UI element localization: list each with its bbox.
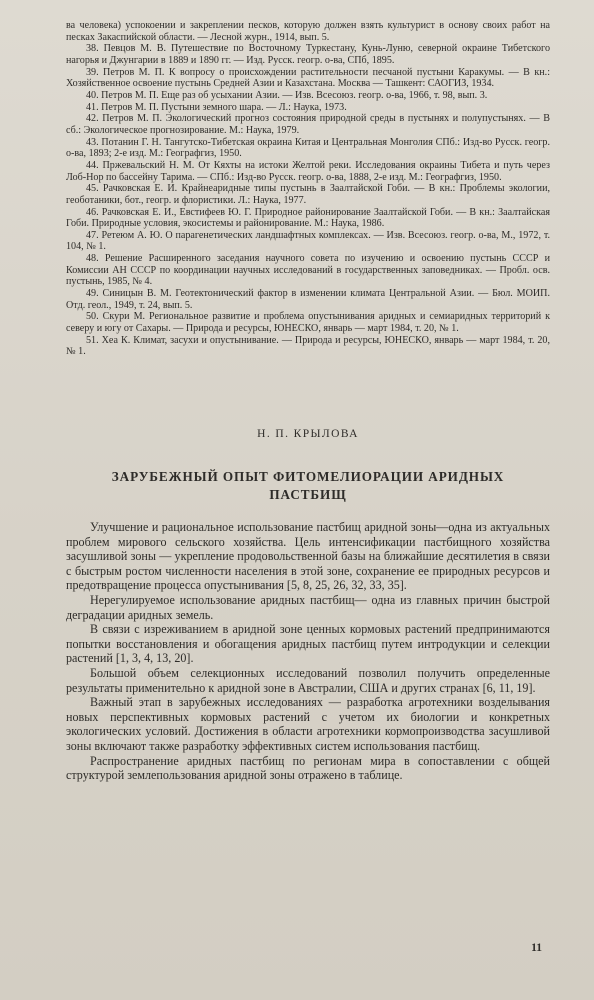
article-body [66, 520, 550, 783]
reference-item: 51. Хеа К. Климат, засухи и опустынивание. — Природа и ресурсы, ЮНЕСКО, январь — март 1984, т. 20, № 1. [66, 334, 550, 358]
body-paragraph: Важный этап в зарубежных исследованиях — разработка агротехники возделывания новых перспективных кормовых растений с учетом их биологии и конкретных экологических условий. Достижения в области агротехники кормопроизводства засушливой зоны включают также разработку эффективных систем использования пастбищ. [66, 695, 550, 753]
reference-item: 40. Петров М. П. Еще раз об усыхании Азии. — Изв. Всесоюз. геогр. о-ва, 1966, т. 98, вып. 3. [86, 89, 488, 101]
body-paragraph: Нерегулируемое использование аридных пастбищ— одна из главных причин быстрой деградации аридных земель. [66, 593, 550, 622]
reference-item: 45. Рачковская Е. И. Крайнеаридные типы пустынь в Заалтайской Гоби. — В кн.: Проблемы экологии, геоботаники, бот., геогр. и флористики. Л.: Наука, 1977. [66, 183, 550, 206]
reference-item: 39. Петров М. П. К вопросу о происхождении растительности песчаной пустыни Каракумы. — В кн.: Хозяйственное освоение пустынь Средней Азии и Казахстана. Москва — Ташкент: САОГИЗ, 1934. [66, 66, 550, 90]
reference-item: 44. Пржевальский Н. М. От Кяхты на истоки Желтой реки. Исследования окраины Тибета и путь через Лоб-Нор по бассейну Тарима. — СПб.: Изд-во Русск. геогр. о-ва, 1888, 2-е изд. М.: Географгиз, 1950. [66, 159, 550, 183]
reference-item: 46. Рачковская Е. И., Евстифеев Ю. Г. Природное районирование Заалтайской Гоби. — В кн.: Заалтайская Гоби. Природные условия, экосистемы и районирование. М.: Наука, 1986. [66, 206, 550, 230]
reference-item: 41. Петров М. П. Пустыни земного шара. — Л.: Наука, 1973. [86, 101, 347, 113]
article-title: ЗАРУБЕЖНЫЙ ОПЫТ ФИТОМЕЛИОРАЦИИ АРИДНЫХ ПАСТБИЩ [111, 469, 505, 503]
references-list [66, 20, 550, 358]
body-paragraph: Распространение аридных пастбищ по регионам мира в сопоставлении с общей структурой землепользования аридной зоны отражено в таблице. [66, 753, 550, 783]
article-author: Н. П. КРЫЛОВА [257, 428, 359, 441]
body-paragraph: Улучшение и рациональное использование пастбищ аридной зоны—одна из актуальных проблем мирового сельского хозяйства. Цель интенсификации пастбищного хозяйства засушливой зоны — укрепление продовольственной базы на ближайшие десятилетия в связи с быстрым ростом численности населения в этой зоне, сохранение ее природных ресурсов и предотвращение процесса опустынивания [5, 8, 25, 26, 32, 33, 35]. [66, 520, 550, 593]
reference-item: 43. Потанин Г. Н. Тангутско-Тибетская окраина Китая и Центральная Монголия СПб.: Изд-во Русск. геогр. о-ва, 1893; 2-е изд. М.: Географгиз, 1950. [66, 136, 550, 160]
reference-item: 50. Скури М. Региональное развитие и проблема опустынивания аридных и семиаридных территорий к северу и югу от Сахары. — Природа и ресурсы, ЮНЕСКО, январь — март 1984, т. 20, № 1. [66, 311, 550, 335]
reference-item: 49. Синицын В. М. Геотектонический фактор в изменении климата Центральной Азии. — Бюл. МОИП. Отд. геол., 1949, т. 24, вып. 5. [66, 288, 550, 311]
reference-item: 38. Певцов М. В. Путешествие по Восточному Туркестану, Кунь-Луню, северной окраине Тибетского нагорья и Джунгарии в 1889 и 1890 гг. — Изд. Русск. геогр. о-ва, СПб, 1895. [66, 43, 550, 66]
body-paragraph: Большой объем селекционных исследований позволил получить определенные результаты применительно к аридной зоне в Австралии, США и других странах [6, 11, 19]. [66, 665, 550, 695]
reference-item: 42. Петров М. П. Экологический прогноз состояния природной среды в пустынях и полупустынях. — В сб.: Экологическое прогнозирование. М.: Наука, 1979. [66, 113, 550, 136]
page-number: 11 [531, 942, 542, 954]
reference-item: 48. Решение Расширенного заседания научного совета по изучению и освоению пустынь СССР и Комиссии АН СССР по координации научных исследований в государственных заповедниках. — Пробл. осв. пустынь, 1985, № 4. [66, 253, 550, 288]
body-paragraph: В связи с изреживанием в аридной зоне ценных кормовых растений предпринимаются попытки восстановления и обогащения аридных пастбищ путем интродукции и селекции растений [1, 3, 4, 13, 20]. [66, 622, 550, 666]
reference-item: ва человека) успокоении и закреплении песков, которую должен взять культурист в основу своих работ на песках Закаспийской области. — Лесной журн., 1914, вып. 5. [66, 20, 550, 43]
reference-item: 47. Ретеюм А. Ю. О парагенетических ландшафтных комплексах. — Изв. Всесоюз. геогр. о-ва, М., 1972, т. 104, № 1. [66, 229, 550, 253]
